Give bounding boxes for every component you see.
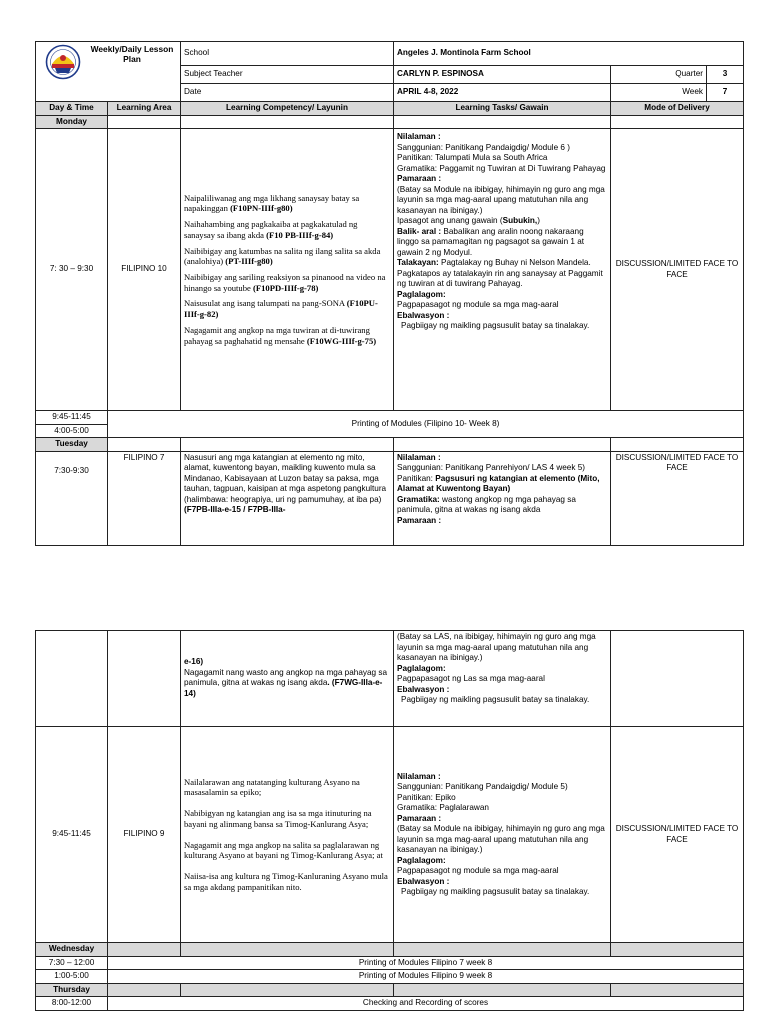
col-mode: Mode of Delivery bbox=[611, 102, 744, 116]
teacher-value: CARLYN P. ESPINOSA bbox=[394, 66, 611, 84]
f9-time: 9:45-11:45 bbox=[36, 727, 108, 943]
tuesday-cont-tasks: (Batay sa LAS, na ibibigay, hihimayin ng guro ang mga layunin sa mga mag-aaral upang matutuhan nila ang kasanayan na ibinigay.) Paglalagom: Pagpapasagot ng Las sa mga mag-aaral Ebalwasyon : Pagbiigay ng maikling pagsusulit batay sa tinalakay. bbox=[394, 631, 611, 727]
date-label: Date bbox=[181, 84, 394, 102]
competency-item: Naisusulat ang isang talumpati na pang-SONA (F10PU-IIIf-g-82) bbox=[184, 298, 378, 320]
week-label: Week bbox=[611, 84, 707, 102]
quarter-label: Quarter bbox=[611, 66, 707, 84]
thursday-task-1: Checking and Recording of scores bbox=[108, 997, 744, 1011]
page-title: Weekly/Daily Lesson Plan bbox=[90, 44, 174, 65]
monday-tasks: Nilalaman : Sanggunian: Panitikang Pandaigdig/ Module 6 ) Panitikan: Talumpati Mula sa South Africa Gramatika: Paggamit ng Tuwiran at Di Tuwirang Pahayag Pamaraan : (Batay sa Module na ibibigay, hihimayin ng guro ang mga layunin sa mga mag-aaral upang matutuhan nila ang kasanayan na ibinigay.) Ipasagot ang unang gawain (Subukin,) Balik- aral : Babalikan ang aralin noong nakaraang linggo sa pamamagitan ng pagsagot sa gawain 1 at gawain 2 ng Modyul. Talakayan: Pagtalakay ng Buhay ni Nelson Mandela. Pagkatapos ay tatalakayin rin ang sanaysay at Paggamit ng tuwiran at di tuwirang Pahayag. Paglalagom: Pagpapasagot ng module sa mga mag-aaral Ebalwasyon : Pagbiigay ng maikling pagsusulit batay sa tinalakay. bbox=[394, 129, 611, 411]
lesson-plan-page-1 bbox=[35, 41, 744, 546]
f9-competencies bbox=[181, 727, 394, 943]
printing-time-1: 9:45-11:45 bbox=[36, 411, 108, 425]
col-learning-area: Learning Area bbox=[108, 102, 181, 116]
wednesday-time-2: 1:00-5:00 bbox=[36, 970, 108, 984]
tuesday-tasks: Nilalaman : Sanggunian: Panitikang Panrehiyon/ LAS 4 week 5) Panitikan: Pagsusuri ng katangian at elemento (Mito, Alamat at Kuwentong Bayan) Gramatika: wastong angkop ng mga pahayag sa panimula, gitna at wakas ng isang akda Pamaraan : bbox=[394, 451, 611, 545]
lesson-plan-page-2 bbox=[35, 630, 744, 1011]
tuesday-area: FILIPINO 7 bbox=[108, 451, 181, 545]
competency-item: Naihahambing ang pagkakaiba at pagkakatulad ng sanaysay sa ibang akda (F10 PB-IIIf-g-84) bbox=[184, 219, 358, 240]
day-monday: Monday bbox=[36, 115, 108, 129]
competency-item: Naibibigay ang katumbas na salita ng ilang salita sa akda (analohiya) (PT-IIIf-g80) bbox=[184, 245, 381, 267]
teacher-label: Subject Teacher bbox=[181, 66, 394, 84]
col-competency: Learning Competency/ Layunin bbox=[181, 102, 394, 116]
competency-item: Nabibigyan ng katangian ang isa sa mga itinuturing na bayani ng alinmang bansa sa Timog-Kanlurang Asya; bbox=[184, 808, 372, 829]
school-value: Angeles J. Montinola Farm School bbox=[394, 42, 744, 66]
quarter-value: 3 bbox=[707, 66, 744, 84]
monday-time: 7: 30 – 9:30 bbox=[36, 129, 108, 411]
f9-mode: DISCUSSION/LIMITED FACE TO FACE bbox=[611, 727, 744, 943]
monday-area: FILIPINO 10 bbox=[108, 129, 181, 411]
tuesday-competency: Nasusuri ang mga katangian at elemento ng mito, alamat, kuwentong bayan, maikling kuwento mula sa Mindanao, Kabisayaan at Luzon batay sa paksa, mga tauhan, tagpuan, kaisipan at mga aspetong pangkultura (halimbawa: heograpiya, uri ng pamumuhay, at iba pa) (F7PB-IIIa-e-15 / F7PB-IIIa- bbox=[181, 451, 394, 545]
date-value: APRIL 4-8, 2022 bbox=[394, 84, 611, 102]
wednesday-task-2: Printing of Modules Filipino 9 week 8 bbox=[108, 970, 744, 984]
competency-item: Nagagamit ang mga angkop na salita sa paglalarawan ng kulturang Asyano at bayani ng Timog-Kanlurang Asya; at bbox=[184, 839, 383, 861]
competency-item: Naipaliliwanag ang mga likhang sanaysay batay sa napakinggan (F10PN-IIIf-g80) bbox=[184, 192, 360, 214]
tuesday-time: 7:30-9:30 bbox=[36, 451, 108, 545]
day-wednesday: Wednesday bbox=[36, 943, 108, 957]
thursday-time-1: 8:00-12:00 bbox=[36, 997, 108, 1011]
tuesday-cont-competency: e-16) Nagagamit nang wasto ang angkop na mga pahayag sa panimula, gitna at wakas ng isang akda. (F7WG-IIIa-e-14) bbox=[181, 631, 394, 727]
competency-item: Naibibigay ang sariling reaksiyon sa pinanood na video na hinango sa youtube (F10PD-IIIf-g-78) bbox=[184, 272, 386, 293]
competency-item: Nagagamit ang angkop na mga tuwiran at di-tuwirang pahayag sa paghahatid ng mensahe (F10WG-IIIf-g-75) bbox=[184, 324, 377, 346]
printing-modules-f10: Printing of Modules (Filipino 10- Week 8) bbox=[108, 411, 744, 438]
col-tasks: Learning Tasks/ Gawain bbox=[394, 102, 611, 116]
printing-time-2: 4:00-5:00 bbox=[36, 424, 108, 438]
header-logo-cell bbox=[36, 42, 181, 102]
school-label: School bbox=[181, 42, 394, 66]
wednesday-task-1: Printing of Modules Filipino 7 week 8 bbox=[108, 956, 744, 970]
day-tuesday: Tuesday bbox=[36, 438, 108, 452]
wednesday-time-1: 7:30 – 12:00 bbox=[36, 956, 108, 970]
day-thursday: Thursday bbox=[36, 983, 108, 997]
competency-item: Nailalarawan ang natatanging kulturang Asyano na masasalamin sa epiko; bbox=[184, 776, 360, 798]
f9-area: FILIPINO 9 bbox=[108, 727, 181, 943]
week-value: 7 bbox=[707, 84, 744, 102]
deped-seal-icon bbox=[43, 44, 83, 80]
monday-mode: DISCUSSION/LIMITED FACE TO FACE bbox=[611, 129, 744, 411]
monday-competencies bbox=[181, 129, 394, 411]
f9-tasks: Nilalaman : Sanggunian: Panitikang Pandaigdig/ Module 5) Panitikan: Epiko Gramatika: Paglalarawan Pamaraan : (Batay sa Module na ibibigay, hihimayin ng guro ang mga layunin sa mga mag-aaral upang matutuhan nila ang kasanayan na ibinigay.) Paglalagom: Pagpapasagot ng module sa mga mag-aaral Ebalwasyon : Pagbiigay ng maikling pagsusulit batay sa tinalakay. bbox=[394, 727, 611, 943]
competency-item: Naiisa-isa ang kultura ng Timog-Kanluraning Asyano mula sa mga akdang pampanitikan nito. bbox=[184, 870, 388, 892]
col-day-time: Day & Time bbox=[36, 102, 108, 116]
tuesday-mode: DISCUSSION/LIMITED FACE TO FACE bbox=[611, 451, 744, 545]
